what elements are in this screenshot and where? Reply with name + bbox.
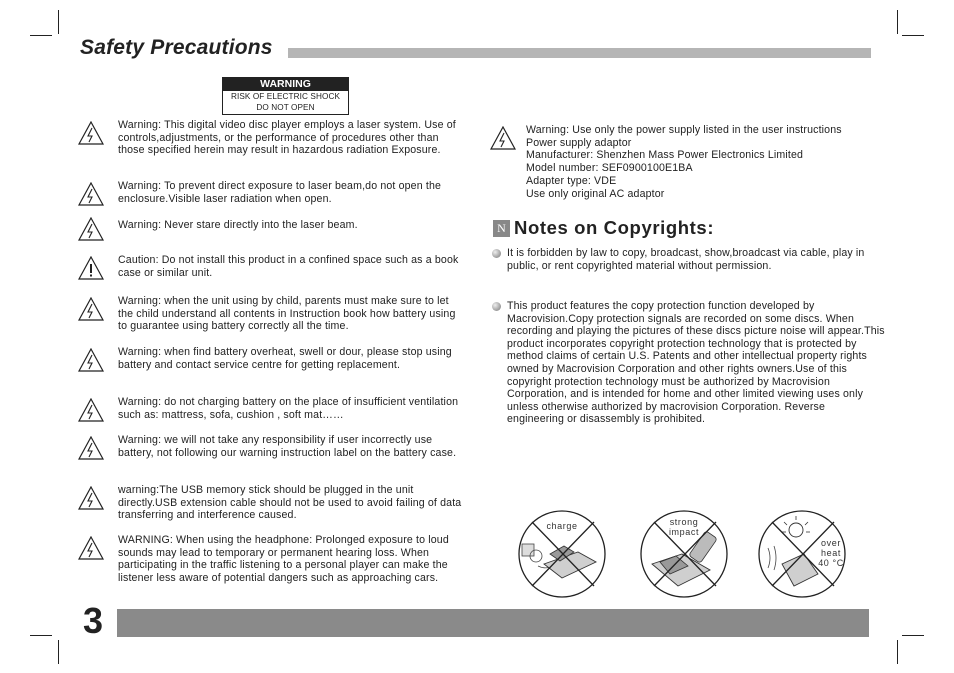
lightning-warning-icon	[78, 297, 104, 321]
warning-text: warning:The USB memory stick should be plugged in the unit directly.USB extension cable should not be used to avoid failing of data transferring and interference caused.	[118, 484, 462, 522]
warning-text: Caution: Do not install this product in a confined space such as a book case or similar unit.	[118, 254, 459, 279]
prohibition-label: over heat 40 °C	[818, 538, 844, 568]
warning-text: Warning: Never stare directly into the laser beam.	[118, 219, 358, 231]
crop-mark	[902, 35, 924, 36]
copyrights-heading-text: Notes on Copyrights:	[514, 217, 715, 238]
prohibition-label: charge	[546, 521, 578, 531]
prohibition-badge-heat	[756, 508, 848, 600]
warning-text: Warning: To prevent direct exposure to laser beam,do not open the enclosure.Visible laser radiation when open.	[118, 180, 442, 205]
warning-text: Warning: This digital video disc player employs a laser system. Use of controls,adjustments, or the performance of procedures other than those specified herein may result in hazardous radiation Exposure.	[118, 119, 456, 157]
lightning-warning-icon	[78, 121, 104, 145]
crop-mark	[58, 10, 59, 34]
lightning-warning-icon	[78, 217, 104, 241]
lightning-warning-icon	[78, 436, 104, 460]
lightning-warning-icon	[78, 398, 104, 422]
electric-shock-warning-label	[222, 77, 349, 115]
prohibition-badge-impact	[638, 508, 730, 600]
exclamation-warning-icon	[78, 256, 104, 280]
footer-rule	[117, 609, 869, 637]
power-supply-line: Model number: SEF0900100E1BA	[526, 162, 693, 175]
power-supply-line: Use only original AC adaptor	[526, 187, 665, 200]
lightning-warning-icon	[490, 126, 516, 150]
prohibition-label: strong impact	[668, 517, 700, 537]
warning-label-title: WARNING	[223, 78, 348, 91]
page-number: 3	[83, 600, 104, 641]
power-supply-line: Adapter type: VDE	[526, 174, 617, 187]
bullet-icon	[492, 302, 501, 311]
page-title: Safety Precautions	[80, 36, 273, 59]
lightning-warning-icon	[78, 348, 104, 372]
power-supply-line: Manufacturer: Shenzhen Mass Power Electronics Limited	[526, 149, 804, 162]
lightning-warning-icon	[78, 182, 104, 206]
crop-mark	[897, 10, 898, 34]
warning-text: Warning: when the unit using by child, parents must make sure to let the child understand all contents in Instruction book how battery using to guarantee using battery correctly all the time.	[118, 295, 456, 333]
page-header	[80, 36, 273, 60]
copyright-text: It is forbidden by law to copy, broadcast, show,broadcast via cable, play in public, or rent copyrighted material without permission.	[507, 247, 865, 272]
lightning-warning-icon	[78, 536, 104, 560]
warning-text: Warning: we will not take any responsibility if user incorrectly use battery, not following our warning instruction label on the battery case.	[118, 434, 457, 459]
note-icon: N	[493, 220, 510, 237]
copyright-text: This product features the copy protection function developed by Macrovision.Copy protection signals are recorded on some discs. When recording and playing the pictures of these discs picture noise will appear.This product incorporates copyright protection technology that is protected by method claims of certain U.S. Patents and other intellectual property rights owned by Macrovision Corporation and other rights owners.Use of this copyright protection technology must be authorized by Macrovision Corporation, and is intended for home and other limited viewing uses only unless otherwise authorized by macrovision Corporation. Reverse engineering or disassembly is prohibited.	[507, 300, 885, 426]
warning-label-line2: DO NOT OPEN	[256, 103, 315, 112]
warning-label-line1: RISK OF ELECTRIC SHOCK	[230, 92, 341, 101]
crop-mark	[58, 640, 59, 664]
prohibition-badge-charge	[516, 508, 608, 600]
crop-mark	[897, 640, 898, 664]
warning-text: Warning: when find battery overheat, swell or dour, please stop using battery and contact service centre for getting replacement.	[118, 346, 452, 371]
bullet-icon	[492, 249, 501, 258]
crop-mark	[30, 35, 52, 36]
header-rule	[288, 48, 871, 58]
lightning-warning-icon	[78, 486, 104, 510]
crop-mark	[30, 635, 52, 636]
crop-mark	[902, 635, 924, 636]
warning-text: Warning: do not charging battery on the place of insufficient ventilation such as: mattress, sofa, cushion , soft mat……	[118, 396, 459, 421]
power-supply-line: Warning: Use only the power supply listed in the user instructions	[526, 124, 842, 136]
warning-text: WARNING: When using the headphone: Prolonged exposure to loud sounds may lead to temporary or permanent hearing loss. When participating in the traffic listening to a personal player can make the listener less aware of potential dangers such as approaching cars.	[118, 534, 449, 585]
power-supply-line: Power supply adaptor	[526, 136, 632, 149]
